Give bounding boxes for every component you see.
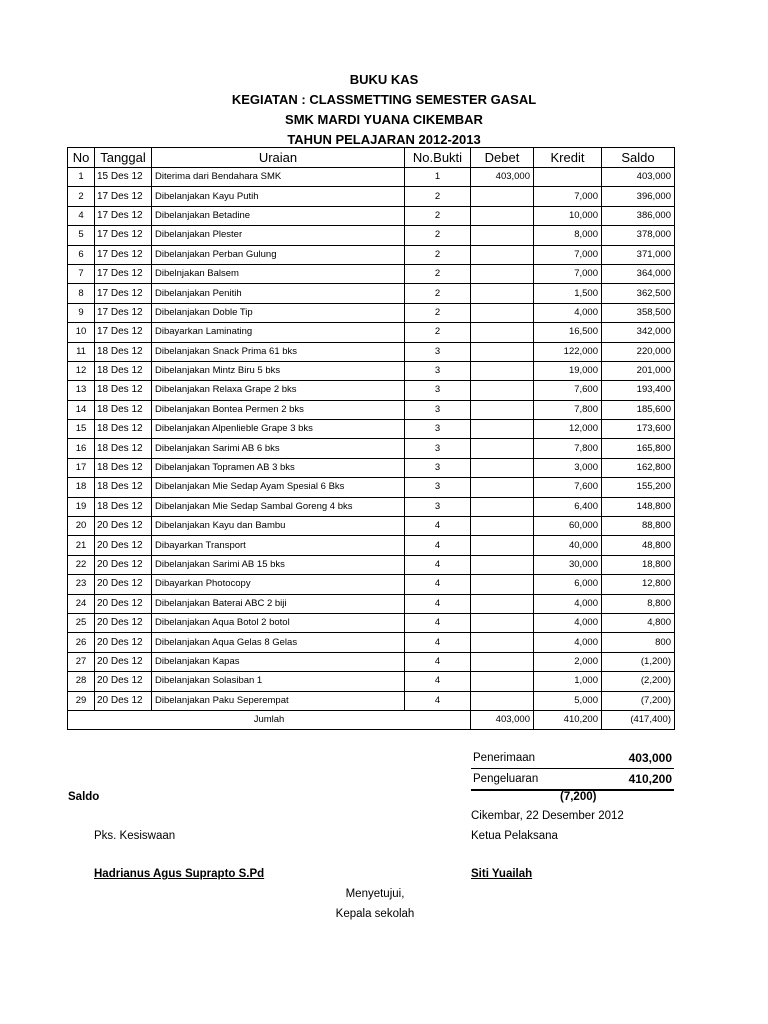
row-saldo: 378,000 — [602, 226, 675, 245]
header-saldo: Saldo — [602, 148, 675, 168]
row-debet — [471, 342, 534, 361]
table-row — [68, 420, 675, 439]
row-tanggal: 18 Des 12 — [95, 497, 152, 516]
row-no-bukti: 4 — [405, 672, 471, 691]
row-saldo: 155,200 — [602, 478, 675, 497]
row-no-bukti: 2 — [405, 303, 471, 322]
row-debet — [471, 555, 534, 574]
row-debet — [471, 536, 534, 555]
row-no: 17 — [68, 458, 95, 477]
row-saldo: 386,000 — [602, 206, 675, 225]
table-row — [68, 652, 675, 671]
row-tanggal: 17 Des 12 — [95, 264, 152, 283]
row-no: 26 — [68, 633, 95, 652]
row-kredit: 40,000 — [534, 536, 602, 555]
row-tanggal: 17 Des 12 — [95, 187, 152, 206]
saldo-label: Saldo — [68, 791, 100, 803]
row-tanggal: 20 Des 12 — [95, 536, 152, 555]
total-saldo: (417,400) — [602, 710, 675, 729]
row-saldo: 8,800 — [602, 594, 675, 613]
row-debet — [471, 381, 534, 400]
header-no-bukti: No.Bukti — [405, 148, 471, 168]
row-no-bukti: 4 — [405, 555, 471, 574]
table-header-row — [68, 148, 675, 168]
row-uraian: Dibayarkan Photocopy — [152, 575, 405, 594]
title-school: SMK MARDI YUANA CIKEMBAR — [285, 112, 483, 127]
table-row — [68, 342, 675, 361]
row-tanggal: 18 Des 12 — [95, 478, 152, 497]
row-tanggal: 20 Des 12 — [95, 633, 152, 652]
table-row — [68, 323, 675, 342]
row-no-bukti: 3 — [405, 342, 471, 361]
row-debet — [471, 517, 534, 536]
table-row — [68, 439, 675, 458]
approval-text: Menyetujui, — [345, 888, 405, 900]
row-no: 11 — [68, 342, 95, 361]
row-uraian: Dibayarkan Laminating — [152, 323, 405, 342]
row-debet — [471, 303, 534, 322]
table-row — [68, 633, 675, 652]
row-uraian: Dibelanjakan Doble Tip — [152, 303, 405, 322]
row-no: 2 — [68, 187, 95, 206]
row-uraian: Dibelnjakan Balsem — [152, 264, 405, 283]
row-tanggal: 18 Des 12 — [95, 439, 152, 458]
row-kredit: 30,000 — [534, 555, 602, 574]
row-no-bukti: 2 — [405, 245, 471, 264]
row-uraian: Dibelanjakan Topramen AB 3 bks — [152, 458, 405, 477]
row-no: 5 — [68, 226, 95, 245]
row-no: 22 — [68, 555, 95, 574]
table-row — [68, 381, 675, 400]
row-kredit: 60,000 — [534, 517, 602, 536]
row-uraian: Dibelanjakan Sarimi AB 15 bks — [152, 555, 405, 574]
row-tanggal: 17 Des 12 — [95, 303, 152, 322]
row-no: 10 — [68, 323, 95, 342]
row-debet — [471, 691, 534, 710]
left-signer-role: Pks. Kesiswaan — [94, 830, 176, 842]
row-debet — [471, 613, 534, 632]
row-saldo: 800 — [602, 633, 675, 652]
row-saldo: 358,500 — [602, 303, 675, 322]
row-no: 6 — [68, 245, 95, 264]
table-row — [68, 691, 675, 710]
row-kredit: 7,000 — [534, 187, 602, 206]
row-kredit: 7,000 — [534, 264, 602, 283]
row-no-bukti: 3 — [405, 361, 471, 380]
row-tanggal: 17 Des 12 — [95, 323, 152, 342]
row-no: 29 — [68, 691, 95, 710]
row-debet — [471, 652, 534, 671]
row-saldo: 201,000 — [602, 361, 675, 380]
row-saldo: 220,000 — [602, 342, 675, 361]
row-no: 14 — [68, 400, 95, 419]
row-uraian: Dibelanjakan Relaxa Grape 2 bks — [152, 381, 405, 400]
place-date: Cikembar, 22 Desember 2012 — [471, 810, 624, 822]
summary-penerimaan — [471, 748, 674, 768]
row-no: 12 — [68, 361, 95, 380]
row-no-bukti: 4 — [405, 575, 471, 594]
row-debet — [471, 361, 534, 380]
table-row — [68, 245, 675, 264]
row-no: 8 — [68, 284, 95, 303]
row-kredit: 1,500 — [534, 284, 602, 303]
row-debet — [471, 633, 534, 652]
row-saldo: 48,800 — [602, 536, 675, 555]
row-no-bukti: 3 — [405, 497, 471, 516]
table-row — [68, 284, 675, 303]
row-no: 27 — [68, 652, 95, 671]
row-kredit: 7,600 — [534, 478, 602, 497]
table-row — [68, 458, 675, 477]
table-row — [68, 575, 675, 594]
row-no: 24 — [68, 594, 95, 613]
row-no: 21 — [68, 536, 95, 555]
row-uraian: Dibelanjakan Penitih — [152, 284, 405, 303]
row-kredit: 7,800 — [534, 400, 602, 419]
table-row — [68, 536, 675, 555]
row-saldo: 193,400 — [602, 381, 675, 400]
row-debet — [471, 226, 534, 245]
row-no: 15 — [68, 420, 95, 439]
row-uraian: Dibelanjakan Bontea Permen 2 bks — [152, 400, 405, 419]
row-tanggal: 17 Des 12 — [95, 206, 152, 225]
row-uraian: Dibelanjakan Kayu Putih — [152, 187, 405, 206]
row-no-bukti: 4 — [405, 633, 471, 652]
row-uraian: Dibelanjakan Kapas — [152, 652, 405, 671]
row-uraian: Dibelanjakan Solasiban 1 — [152, 672, 405, 691]
row-uraian: Dibelanjakan Paku Seperempat — [152, 691, 405, 710]
row-saldo: 403,000 — [602, 168, 675, 187]
header-no: No — [68, 148, 95, 168]
table-row — [68, 555, 675, 574]
row-debet — [471, 323, 534, 342]
row-debet — [471, 400, 534, 419]
table-row — [68, 400, 675, 419]
row-uraian: Dibelanjakan Mintz Biru 5 bks — [152, 361, 405, 380]
row-saldo: (1,200) — [602, 652, 675, 671]
row-debet — [471, 575, 534, 594]
row-tanggal: 18 Des 12 — [95, 342, 152, 361]
row-tanggal: 18 Des 12 — [95, 400, 152, 419]
row-no-bukti: 4 — [405, 517, 471, 536]
row-no-bukti: 3 — [405, 439, 471, 458]
pengeluaran-label: Pengeluaran — [473, 773, 539, 785]
penerimaan-label: Penerimaan — [473, 752, 536, 764]
row-tanggal: 18 Des 12 — [95, 361, 152, 380]
row-tanggal: 20 Des 12 — [95, 555, 152, 574]
row-no-bukti: 2 — [405, 187, 471, 206]
left-signer-name: Hadrianus Agus Suprapto S.Pd — [94, 868, 265, 880]
row-no-bukti: 2 — [405, 264, 471, 283]
row-debet — [471, 245, 534, 264]
row-uraian: Dibelanjakan Sarimi AB 6 bks — [152, 439, 405, 458]
row-saldo: 148,800 — [602, 497, 675, 516]
row-kredit: 19,000 — [534, 361, 602, 380]
row-tanggal: 20 Des 12 — [95, 652, 152, 671]
row-no: 4 — [68, 206, 95, 225]
row-tanggal: 17 Des 12 — [95, 226, 152, 245]
total-label: Jumlah — [68, 710, 471, 729]
row-no-bukti: 4 — [405, 594, 471, 613]
table-row — [68, 206, 675, 225]
total-row — [68, 710, 675, 729]
row-debet — [471, 187, 534, 206]
row-tanggal: 18 Des 12 — [95, 420, 152, 439]
row-no: 18 — [68, 478, 95, 497]
row-kredit: 7,600 — [534, 381, 602, 400]
row-no-bukti: 3 — [405, 420, 471, 439]
pengeluaran-value: 410,200 — [628, 772, 672, 786]
row-saldo: 362,500 — [602, 284, 675, 303]
header-debet: Debet — [471, 148, 534, 168]
header-kredit: Kredit — [534, 148, 602, 168]
row-tanggal: 20 Des 12 — [95, 517, 152, 536]
header-tanggal: Tanggal — [95, 148, 152, 168]
row-saldo: 371,000 — [602, 245, 675, 264]
row-debet — [471, 478, 534, 497]
row-kredit: 16,500 — [534, 323, 602, 342]
row-tanggal: 20 Des 12 — [95, 594, 152, 613]
title-year: TAHUN PELAJARAN 2012-2013 — [287, 132, 481, 147]
row-no-bukti: 4 — [405, 652, 471, 671]
row-tanggal: 17 Des 12 — [95, 284, 152, 303]
row-kredit: 122,000 — [534, 342, 602, 361]
right-signer-name: Siti Yuailah — [471, 868, 533, 880]
row-tanggal: 20 Des 12 — [95, 672, 152, 691]
row-no-bukti: 3 — [405, 478, 471, 497]
head-role: Kepala sekolah — [335, 908, 415, 920]
row-no: 1 — [68, 168, 95, 187]
table-row — [68, 226, 675, 245]
row-tanggal: 15 Des 12 — [95, 168, 152, 187]
row-tanggal: 17 Des 12 — [95, 245, 152, 264]
table-row — [68, 613, 675, 632]
row-kredit: 4,000 — [534, 303, 602, 322]
row-tanggal: 18 Des 12 — [95, 458, 152, 477]
row-kredit: 3,000 — [534, 458, 602, 477]
row-no-bukti: 3 — [405, 458, 471, 477]
table-row — [68, 168, 675, 187]
table-row — [68, 497, 675, 516]
title-kegiatan: KEGIATAN : CLASSMETTING SEMESTER GASAL — [231, 92, 537, 107]
row-debet — [471, 420, 534, 439]
row-debet: 403,000 — [471, 168, 534, 187]
row-no: 9 — [68, 303, 95, 322]
table-row — [68, 303, 675, 322]
summary-pengeluaran — [471, 769, 674, 789]
row-saldo: 396,000 — [602, 187, 675, 206]
row-kredit: 4,000 — [534, 594, 602, 613]
row-kredit: 6,000 — [534, 575, 602, 594]
row-kredit: 7,800 — [534, 439, 602, 458]
row-no: 28 — [68, 672, 95, 691]
row-uraian: Dibelanjakan Kayu dan Bambu — [152, 517, 405, 536]
row-saldo: 12,800 — [602, 575, 675, 594]
total-kredit: 410,200 — [534, 710, 602, 729]
row-debet — [471, 672, 534, 691]
header-uraian: Uraian — [152, 148, 405, 168]
row-saldo: 173,600 — [602, 420, 675, 439]
row-uraian: Dibelanjakan Plester — [152, 226, 405, 245]
row-uraian: Diterima dari Bendahara SMK — [152, 168, 405, 187]
row-kredit: 4,000 — [534, 633, 602, 652]
cash-ledger-table — [67, 147, 675, 730]
penerimaan-value: 403,000 — [628, 751, 672, 765]
row-uraian: Dibayarkan Transport — [152, 536, 405, 555]
right-signer-role: Ketua Pelaksana — [471, 830, 558, 842]
row-debet — [471, 497, 534, 516]
row-no: 7 — [68, 264, 95, 283]
row-debet — [471, 594, 534, 613]
row-no: 16 — [68, 439, 95, 458]
row-debet — [471, 284, 534, 303]
row-kredit: 8,000 — [534, 226, 602, 245]
table-row — [68, 594, 675, 613]
row-uraian: Dibelanjakan Mie Sedap Ayam Spesial 6 Bks — [152, 478, 405, 497]
row-no: 19 — [68, 497, 95, 516]
table-row — [68, 361, 675, 380]
row-kredit: 2,000 — [534, 652, 602, 671]
row-debet — [471, 206, 534, 225]
row-no-bukti: 4 — [405, 536, 471, 555]
row-debet — [471, 439, 534, 458]
row-kredit: 1,000 — [534, 672, 602, 691]
row-debet — [471, 264, 534, 283]
table-row — [68, 478, 675, 497]
row-kredit — [534, 168, 602, 187]
row-no-bukti: 2 — [405, 226, 471, 245]
row-no-bukti: 2 — [405, 206, 471, 225]
row-no-bukti: 2 — [405, 323, 471, 342]
row-kredit: 5,000 — [534, 691, 602, 710]
row-kredit: 10,000 — [534, 206, 602, 225]
row-uraian: Dibelanjakan Aqua Botol 2 botol — [152, 613, 405, 632]
row-uraian: Dibelanjakan Mie Sedap Sambal Goreng 4 bks — [152, 497, 405, 516]
row-no-bukti: 4 — [405, 691, 471, 710]
row-uraian: Dibelanjakan Snack Prima 61 bks — [152, 342, 405, 361]
row-kredit: 4,000 — [534, 613, 602, 632]
row-no: 25 — [68, 613, 95, 632]
table-row — [68, 672, 675, 691]
row-saldo: 88,800 — [602, 517, 675, 536]
row-saldo: 18,800 — [602, 555, 675, 574]
row-uraian: Dibelanjakan Perban Gulung — [152, 245, 405, 264]
row-tanggal: 20 Des 12 — [95, 691, 152, 710]
row-saldo: (2,200) — [602, 672, 675, 691]
row-kredit: 6,400 — [534, 497, 602, 516]
row-saldo: 162,800 — [602, 458, 675, 477]
row-saldo: 165,800 — [602, 439, 675, 458]
row-tanggal: 20 Des 12 — [95, 575, 152, 594]
row-uraian: Dibelanjakan Aqua Gelas 8 Gelas — [152, 633, 405, 652]
row-saldo: 364,000 — [602, 264, 675, 283]
row-no-bukti: 3 — [405, 381, 471, 400]
row-kredit: 12,000 — [534, 420, 602, 439]
table-row — [68, 187, 675, 206]
row-no-bukti: 3 — [405, 400, 471, 419]
row-tanggal: 18 Des 12 — [95, 381, 152, 400]
row-no: 23 — [68, 575, 95, 594]
row-no-bukti: 2 — [405, 284, 471, 303]
row-saldo: 342,000 — [602, 323, 675, 342]
row-no-bukti: 4 — [405, 613, 471, 632]
row-saldo: (7,200) — [602, 691, 675, 710]
row-no-bukti: 1 — [405, 168, 471, 187]
row-uraian: Dibelanjakan Betadine — [152, 206, 405, 225]
row-saldo: 185,600 — [602, 400, 675, 419]
row-uraian: Dibelanjakan Alpenlieble Grape 3 bks — [152, 420, 405, 439]
row-kredit: 7,000 — [534, 245, 602, 264]
document-header — [0, 70, 768, 150]
row-saldo: 4,800 — [602, 613, 675, 632]
table-row — [68, 517, 675, 536]
table-row — [68, 264, 675, 283]
row-no: 20 — [68, 517, 95, 536]
row-tanggal: 20 Des 12 — [95, 613, 152, 632]
row-no: 13 — [68, 381, 95, 400]
row-debet — [471, 458, 534, 477]
total-debet: 403,000 — [471, 710, 534, 729]
title-buku-kas: BUKU KAS — [349, 72, 419, 87]
row-uraian: Dibelanjakan Baterai ABC 2 biji — [152, 594, 405, 613]
saldo-value: (7,200) — [560, 791, 597, 803]
